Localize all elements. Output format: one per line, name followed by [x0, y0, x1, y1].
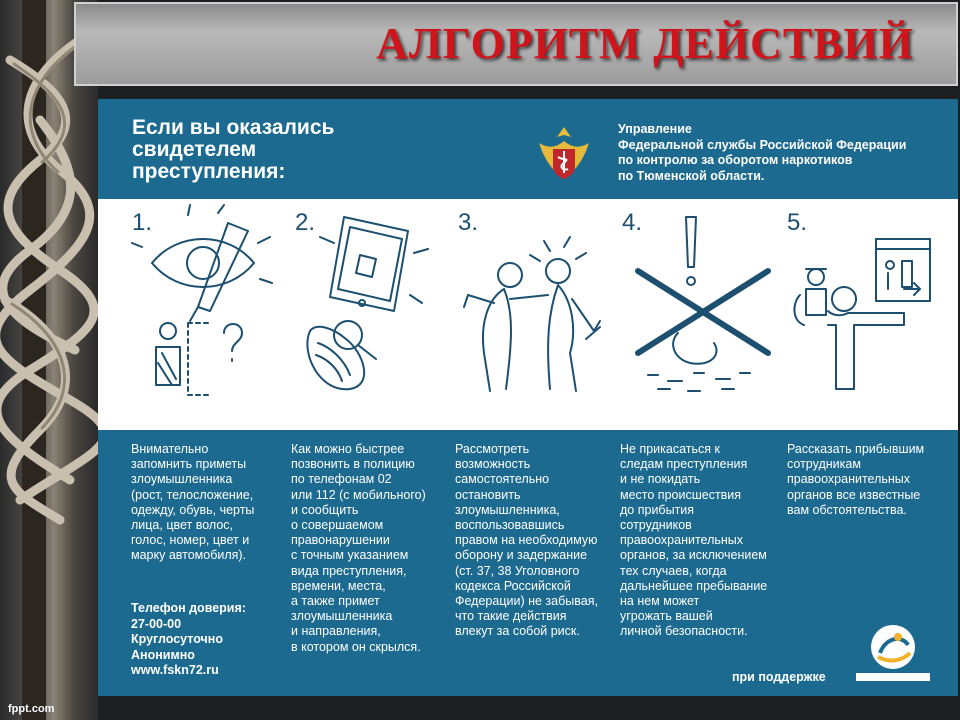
- step-2-text: Как можно быстрее позвонить в полицию по телефонам 02 или 112 (с мобильного) и сообщить о совершаемом правонарушении с точным указанием вида преступления, времени, места, а также примет злоумышленника и направления, в котором он скрылся.: [291, 442, 426, 654]
- step-5-text: Рассказать прибывшим сотрудникам правоохранительных органов все известные вам обстоятельства.: [787, 442, 925, 517]
- step-3-text: Рассмотреть возможность самостоятельно остановить злоумышленника, воспользовавшись правом на необходимую оборону и задержание (ст. 37, 38 Уголовного кодекса Российской Федерации) не забывая, что такие действия влекут за собой риск.: [455, 442, 598, 639]
- poster-header: [98, 99, 958, 199]
- eye-knife-suspect-icon: [128, 203, 288, 423]
- slide-title: АЛГОРИТМ ДЕЙСТВИЙ: [376, 19, 914, 68]
- step-5-number: 5.: [787, 209, 808, 236]
- step-2-number: 2.: [295, 209, 316, 236]
- title-bar: [74, 2, 958, 86]
- poster-headline: Если вы оказались свидетелем преступления:: [132, 116, 335, 183]
- rope-decoration: [0, 0, 98, 720]
- step-1-number: 1.: [132, 209, 153, 236]
- poster: [98, 99, 958, 696]
- hotline-info: Телефон доверия: 27-00-00 Круглосуточно Анонимно www.fskn72.ru: [131, 601, 246, 677]
- step-1-text: Внимательно запомнить приметы злоумышленника (рост, телосложение, одежду, обувь, черты лица, цвет волос, голос, номер, цвет и марку автомобиля).: [131, 442, 255, 563]
- do-not-touch-icon: [618, 203, 778, 423]
- sponsor-logo-icon: [850, 623, 936, 687]
- emblem-icon: [531, 121, 597, 187]
- step-4-text: Не прикасаться к следам преступления и не покидать место происшествия до прибытия сотрудников правоохранительных органов, за исключением тех случаев, когда дальнейшее пребывание на нем может угрожать вашей личной безопасности.: [620, 442, 768, 639]
- agency-name: Управление Федеральной службы Российской Федерации по контролю за оборотом наркотиков по Тюменской области.: [618, 122, 907, 183]
- fight-icon: [454, 203, 614, 423]
- watermark: fppt.com: [8, 703, 55, 715]
- step-3-number: 3.: [458, 209, 479, 236]
- report-to-police-icon: [784, 203, 944, 423]
- step-4-number: 4.: [622, 209, 643, 236]
- support-label: при поддержке: [732, 670, 826, 684]
- poster-footer: [98, 430, 958, 696]
- phone-fingerprint-icon: [290, 203, 450, 423]
